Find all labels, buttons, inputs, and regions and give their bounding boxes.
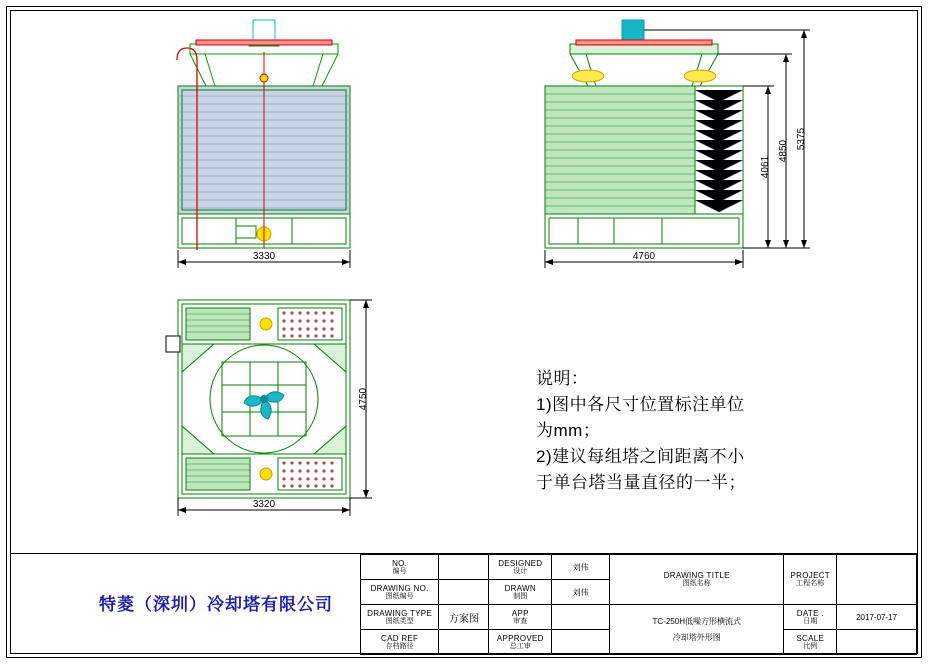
date-label [784, 605, 837, 630]
date-label-cn: 日期 [803, 617, 818, 625]
field-label-no-en: NO. [392, 558, 408, 568]
drawing-title-label-en: DRAWING TITLE [663, 571, 730, 580]
field-label-designed [489, 555, 552, 580]
title-block-table [360, 554, 917, 655]
scale-label [784, 630, 837, 655]
field-label-no-cn: 编号 [392, 567, 407, 575]
field-label-app-en: APP [511, 608, 529, 618]
table-row [361, 605, 917, 630]
dim-side-height-1: 4061 [760, 155, 771, 179]
field-label-designed-cn: 设计 [513, 567, 528, 575]
field-label-app-cn: 审查 [513, 617, 528, 625]
side-elevation-geometry [545, 20, 810, 268]
dim-side-width: 4760 [632, 251, 656, 262]
drawing-title-line-2: 冷却塔外形图 [672, 632, 721, 642]
field-label-drawing-type-cn: 图纸类型 [385, 617, 414, 625]
notes-line-3: 2)建议每组塔之间距离不小 [536, 447, 745, 466]
notes-heading: 说明： [536, 369, 589, 388]
dim-side-height-3: 5375 [796, 127, 807, 151]
dim-front-width: 3330 [252, 251, 276, 262]
field-value-approved [552, 630, 610, 655]
notes-block [536, 366, 836, 496]
field-value-drawing-type: 方案图 [439, 605, 489, 630]
project-label [784, 555, 837, 605]
drawing-title-label [610, 555, 784, 605]
field-label-cad-ref [361, 630, 439, 655]
project-value [837, 555, 917, 605]
project-label-en: PROJECT [790, 571, 830, 580]
field-label-designed-en: DESIGNED [498, 558, 543, 568]
field-label-approved-cn: 总工审 [509, 642, 531, 650]
project-label-cn: 工程名称 [796, 580, 825, 587]
notes-line-2: 为mm； [536, 421, 601, 440]
field-value-no [439, 555, 489, 580]
drawing-title-value [610, 605, 784, 655]
scale-value [837, 630, 917, 655]
field-label-no [361, 555, 439, 580]
title-block [11, 553, 917, 653]
date-label-en: DATE . [796, 608, 824, 618]
field-label-approved-en: APPROVED [496, 633, 544, 643]
dim-plan-depth: 4750 [358, 387, 369, 411]
dim-side-height-2: 4850 [778, 139, 789, 163]
field-value-app [552, 605, 610, 630]
notes-line-4: 于单台塔当量直径的一半； [536, 473, 746, 492]
notes-line-1: 1)图中各尺寸位置标注单位 [536, 395, 745, 414]
field-label-cad-ref-en: CAD REF [381, 633, 419, 643]
table-row [361, 555, 917, 580]
field-value-cad-ref [439, 630, 489, 655]
field-label-drawing-no-cn: 图纸编号 [385, 592, 414, 600]
field-label-approved [489, 630, 552, 655]
field-label-drawing-no [361, 580, 439, 605]
field-label-drawing-type [361, 605, 439, 630]
field-label-drawn-cn: 制图 [513, 592, 528, 600]
plan-view-geometry [166, 300, 372, 516]
field-value-drawn: 刘伟 [552, 580, 610, 605]
field-value-designed: 刘伟 [552, 555, 610, 580]
field-label-cad-ref-cn: 存档路径 [385, 642, 414, 650]
field-label-drawn [489, 580, 552, 605]
front-elevation-geometry [177, 20, 350, 268]
field-label-drawing-no-en: DRAWING NO. [370, 583, 429, 593]
field-label-app [489, 605, 552, 630]
company-name: 特菱（深圳）冷却塔有限公司 [99, 595, 333, 614]
scale-label-cn: 比例 [803, 642, 818, 650]
field-value-drawing-no [439, 580, 489, 605]
field-label-drawn-en: DRAWN [504, 583, 536, 593]
dim-plan-width: 3320 [252, 499, 276, 510]
drawing-title-line-1: TC-250H低噪方形横流式 [652, 616, 741, 626]
scale-label-en: SCALE [796, 633, 825, 643]
field-label-drawing-type-en: DRAWING TYPE [367, 608, 433, 618]
drawing-title-label-cn: 图纸名称 [682, 580, 711, 587]
date-value: 2017-07-17 [837, 605, 917, 630]
